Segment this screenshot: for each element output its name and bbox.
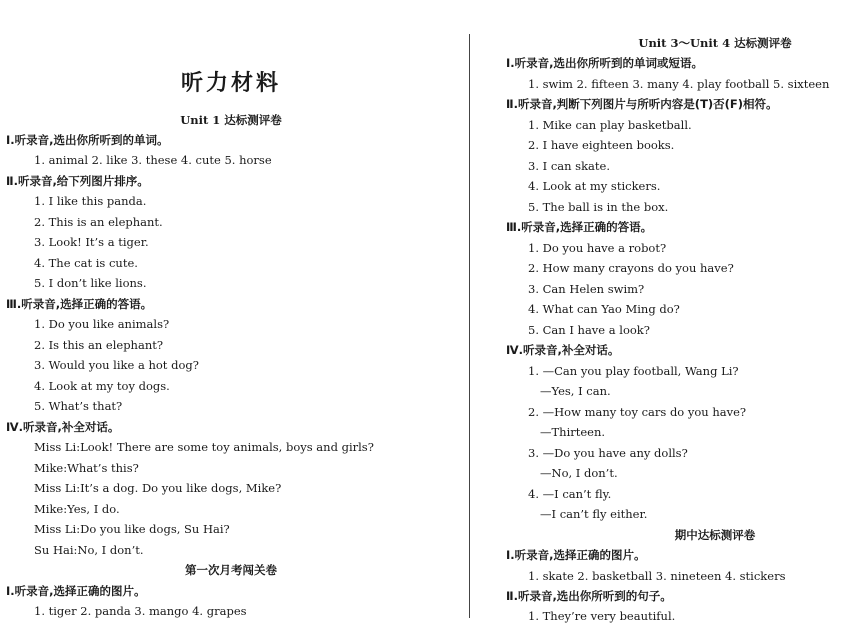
page-title: 听力材料: [180, 71, 281, 96]
test-title: 期中达标测评卷: [674, 528, 756, 542]
listening-item: 3. Would you like a hot dog?: [34, 358, 199, 372]
listening-item: 1. Mike can play basketball.: [528, 118, 692, 132]
listening-item: 1. tiger 2. panda 3. mango 4. grapes: [34, 604, 247, 618]
listening-item: 3. I can skate.: [528, 159, 610, 173]
listening-item: 1. Do you have a robot?: [528, 241, 667, 255]
section-heading: Ⅱ.听录音,选出你所听到的句子。: [506, 589, 672, 603]
listening-item: Mike:Yes, I do.: [34, 502, 120, 516]
listening-item: 2. —How many toy cars do you have?: [528, 405, 747, 419]
listening-item: Miss Li:Look! There are some toy animals, boys and girls?: [34, 440, 374, 454]
section-heading: Ⅰ.听录音,选择正确的图片。: [506, 548, 646, 562]
listening-item: 4. The cat is cute.: [34, 256, 138, 270]
listening-item: 4. Look at my stickers.: [528, 179, 661, 193]
listening-item: 2. Is this an elephant?: [34, 338, 164, 352]
section-heading: Ⅰ.听录音,选择正确的图片。: [6, 584, 146, 598]
listening-item: 1. skate 2. basketball 3. nineteen 4. stickers: [528, 569, 786, 583]
listening-item: 1. I like this panda.: [34, 194, 147, 208]
section-heading: Ⅳ.听录音,补全对话。: [506, 343, 620, 357]
section-heading: Ⅳ.听录音,补全对话。: [6, 420, 120, 434]
listening-item: 5. What’s that?: [34, 399, 123, 413]
listening-item: 2. I have eighteen books.: [528, 138, 675, 152]
test-title: 第一次月考闯关卷: [185, 563, 277, 577]
listening-item: 1. Do you like animals?: [34, 317, 170, 331]
listening-item: —I can’t fly either.: [540, 507, 648, 521]
listening-item: 2. How many crayons do you have?: [528, 261, 734, 275]
test-title: Unit 1 达标测评卷: [180, 113, 282, 127]
listening-item: Mike:What’s this?: [34, 461, 139, 475]
section-heading: Ⅲ.听录音,选择正确的答语。: [506, 220, 653, 234]
test-title: Unit 3～Unit 4 达标测评卷: [638, 36, 792, 50]
listening-item: 1. swim 2. fifteen 3. many 4. play football 5. sixteen: [528, 77, 830, 91]
listening-item: 3. —Do you have any dolls?: [528, 446, 688, 460]
listening-item: 5. Can I have a look?: [528, 323, 650, 337]
listening-item: 3. Look! It’s a tiger.: [34, 235, 149, 249]
listening-item: 1. animal 2. like 3. these 4. cute 5. horse: [34, 153, 272, 167]
listening-item: 4. What can Yao Ming do?: [528, 302, 680, 316]
section-heading: Ⅲ.听录音,选择正确的答语。: [6, 297, 153, 311]
listening-item: 4. —I can’t fly.: [528, 487, 612, 501]
listening-item: —No, I don’t.: [540, 466, 618, 480]
listening-item: —Thirteen.: [540, 425, 606, 439]
listening-item: 1. —Can you play football, Wang Li?: [528, 364, 739, 378]
listening-item: 3. Can Helen swim?: [528, 282, 645, 296]
listening-item: Miss Li:It’s a dog. Do you like dogs, Mike?: [34, 481, 282, 495]
listening-item: 5. I don’t like lions.: [34, 276, 147, 290]
listening-item: Su Hai:No, I don’t.: [34, 543, 144, 557]
section-heading: Ⅱ.听录音,判断下列图片与所听内容是(T)否(F)相符。: [506, 97, 778, 111]
listening-item: 2. This is an elephant.: [34, 215, 163, 229]
listening-item: 1. They’re very beautiful.: [528, 609, 676, 623]
section-heading: Ⅰ.听录音,选出你所听到的单词。: [6, 133, 169, 147]
listening-item: 4. Look at my toy dogs.: [34, 379, 170, 393]
section-heading: Ⅱ.听录音,给下列图片排序。: [6, 174, 149, 188]
section-heading: Ⅰ.听录音,选出你所听到的单词或短语。: [506, 56, 704, 70]
listening-item: —Yes, I can.: [540, 384, 611, 398]
listening-item: Miss Li:Do you like dogs, Su Hai?: [34, 522, 230, 536]
listening-item: 5. The ball is in the box.: [528, 200, 669, 214]
